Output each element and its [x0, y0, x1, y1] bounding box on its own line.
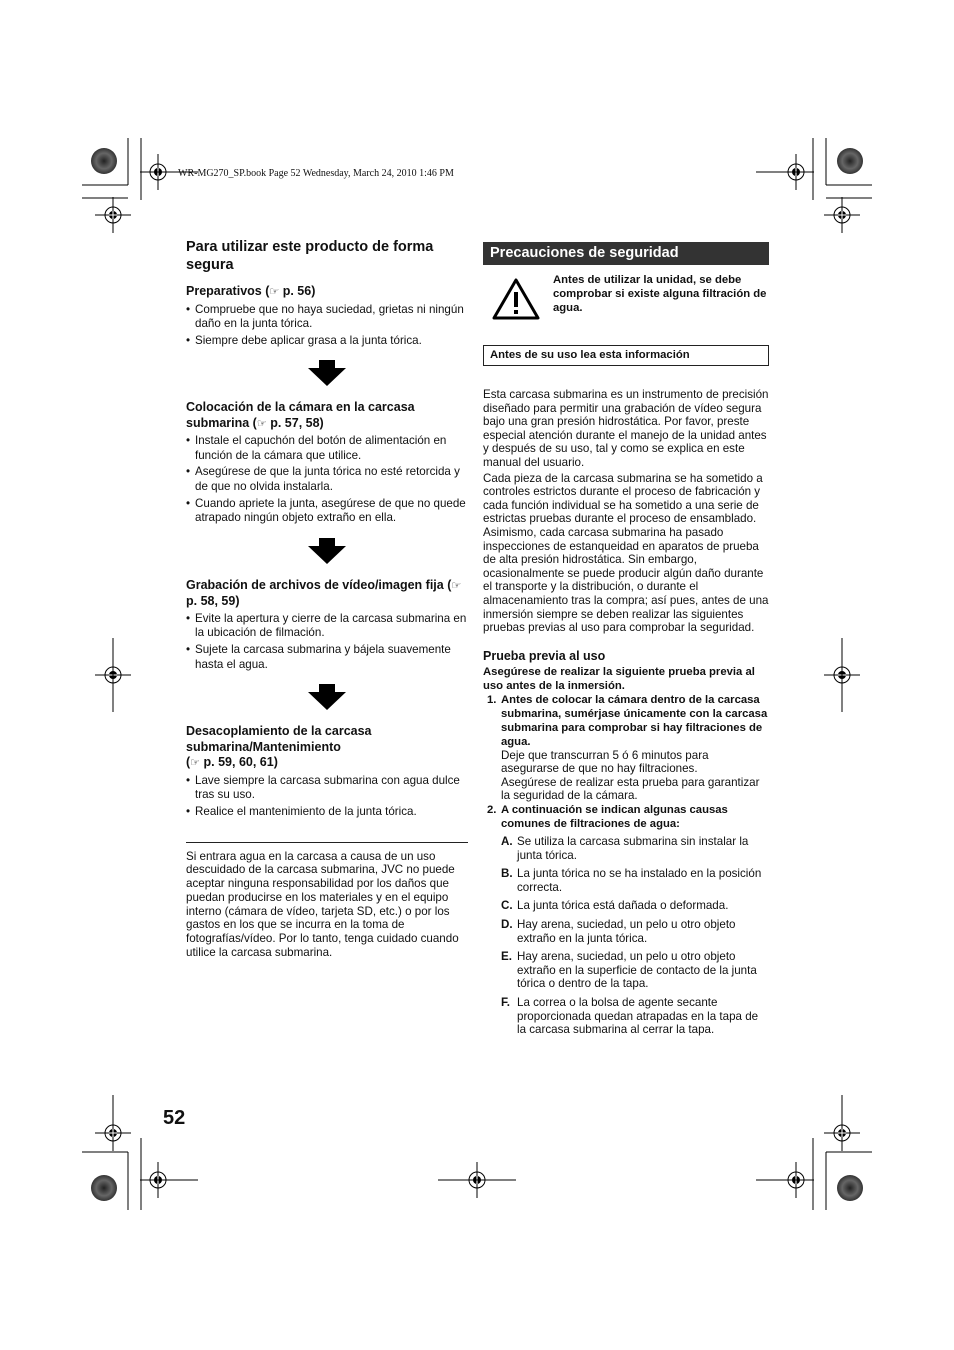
quality-paragraph: Cada pieza de la carcasa submarina se ha sometido a controles estrictos durante el proceso de fabricación y cada función individual se ha sometido a una serie de estrictas pruebas durante el proceso de ensamblado. Asimismo, cada carcasa submarina ha pasado inspecciones de estanqueidad en aparatos de prueba de alta presión hidrostática. Sin embargo, ocasionalmente se puede producir algún daño durante el transporte y la distribución, o durante el almacenamiento tras la compra; así pues, antes de una inmersión siempre se deben realizar las siguientes pruebas previas al uso para comprobar la seguridad.	[483, 471, 769, 635]
cause-item: D. Hay arena, suciedad, un pelo u otro objeto extraño en la junta tórica.	[501, 918, 736, 945]
reference-icon: ☞	[269, 286, 280, 298]
warning-block	[483, 273, 769, 333]
list-item: • Compruebe que no haya suciedad, grietas ni ningún daño en la junta tórica.	[186, 303, 468, 332]
cause-item: E. Hay arena, suciedad, un pelo u otro objeto extraño en la superficie de contacto de la junta tórica o dentro de la tapa.	[501, 950, 757, 991]
section-title: Precauciones de seguridad	[483, 242, 769, 265]
right-column	[483, 242, 769, 1042]
reference-icon: ☞	[451, 579, 462, 592]
down-arrow-icon	[308, 538, 346, 564]
warning-triangle-icon	[491, 277, 541, 321]
step-camera-placement	[186, 400, 468, 526]
list-item: • Asegúrese de que la junta tórica no esté retorcida y de que no olvida instalarla.	[186, 465, 468, 494]
cause-item: F. La correa o la bolsa de agente secante proporcionada quedan atrapadas en la tapa de la carcasa submarina al cerrar la tapa.	[501, 996, 759, 1037]
liability-note: Si entrara agua en la carcasa a causa de un uso descuidado de la carcasa submarina, JVC no puede aceptar ninguna responsabilidad por los daños que puedan producirse en los materiales y en el equipo interno (cámara de vídeo, tarjeta SD, etc.) o por los gastos en los que se incurra en la toma de fotografías/vídeo. Por lo tanto, tenga cuidado cuando utilice la carcasa submarina.	[186, 842, 468, 960]
list-item: • Realice el mantenimiento de la junta tórica.	[186, 805, 468, 820]
reference-icon: ☞	[190, 757, 201, 770]
info-box-label: Antes de su uso lea esta información	[483, 345, 769, 366]
list-item: • Lave siempre la carcasa submarina con agua dulce tras su uso.	[186, 774, 468, 803]
reference-icon: ☞	[256, 417, 267, 430]
cause-item: A. Se utiliza la carcasa submarina sin instalar la junta tórica.	[501, 835, 749, 862]
step-heading: Grabación de archivos de vídeo/imagen fija (☞ p. 58, 59)	[186, 577, 462, 609]
step-maintenance	[186, 724, 468, 819]
list-item: • Cuando apriete la junta, asegúrese de que no quede atrapado ningún objeto extraño en ella.	[186, 497, 468, 526]
list-item: • Sujete la carcasa submarina y bájela suavemente hasta el agua.	[186, 643, 468, 672]
step-recording	[186, 578, 468, 672]
test-intro: Asegúrese de realizar la siguiente prueba previa al uso antes de la inmersión.	[483, 665, 755, 692]
list-item: • Evite la apertura y cierre de la carcasa submarina en la ubicación de filmación.	[186, 612, 468, 641]
file-header-line: WR-MG270_SP.book Page 52 Wednesday, March 24, 2010 1:46 PM	[178, 168, 454, 179]
step-heading: Colocación de la cámara en la carcasa submarina (☞ p. 57, 58)	[186, 400, 415, 430]
list-item: • Instale el capuchón del botón de alimentación en función de la cámara que utilice.	[186, 434, 468, 463]
list-item: 2. A continuación se indican algunas causas comunes de filtraciones de agua: A. Se utiliza la carcasa submarina sin instalar la junta tórica. B. La junta tórica no se ha instalado en la posición correcta. C. La junta tórica está dañada o deformada. D. Hay arena, suciedad, un pelo u otro objeto extraño en la junta tórica. E. Hay arena, suciedad, un pelo u otro objeto extraño en la superficie de contacto de la junta tórica o dentro de la tapa. F. La correa o la bolsa de agente secante proporcionada quedan atrapadas en la tapa de la carcasa submarina al cerrar la tapa.	[483, 803, 769, 1037]
intro-paragraph: Esta carcasa submarina es un instrumento de precisión diseñado para permitir una grabación de vídeo segura bajo una gran presión hidrostática. Por favor, preste especial atención durante el manejo de la unidad antes y después de su uso, tal y como se explica en este manual del usuario.	[483, 388, 769, 469]
list-item: 1. Antes de colocar la cámara dentro de la carcasa submarina, sumérjase únicamente con la carcasa submarina para comprobar si hay filtraciones de agua. Deje que transcurran 5 ó 6 minutos para asegurarse de que no hay filtraciones. Asegúrese de realizar esta prueba para garantizar la seguridad de la cámara.	[487, 693, 768, 803]
down-arrow-icon	[308, 360, 346, 386]
cause-item: B. La junta tórica no se ha instalado en la posición correcta.	[501, 867, 762, 894]
left-column	[186, 238, 468, 960]
down-arrow-icon	[308, 684, 346, 710]
page-title: Para utilizar este producto de forma segura	[186, 239, 434, 273]
test-heading: Prueba previa al uso	[483, 648, 606, 663]
step-heading: Desacoplamiento de la carcasa submarina/Mantenimiento (☞ p. 59, 60, 61)	[186, 724, 372, 770]
cause-item: C. La junta tórica está dañada o deformada.	[501, 899, 729, 913]
warning-text: Antes de utilizar la unidad, se debe comprobar si existe alguna filtración de agua.	[553, 274, 767, 314]
step-preparation	[186, 284, 468, 348]
page-number: 52	[163, 1107, 186, 1129]
step-heading: Preparativos (☞ p. 56)	[186, 284, 316, 298]
list-item: • Siempre debe aplicar grasa a la junta tórica.	[186, 334, 468, 349]
